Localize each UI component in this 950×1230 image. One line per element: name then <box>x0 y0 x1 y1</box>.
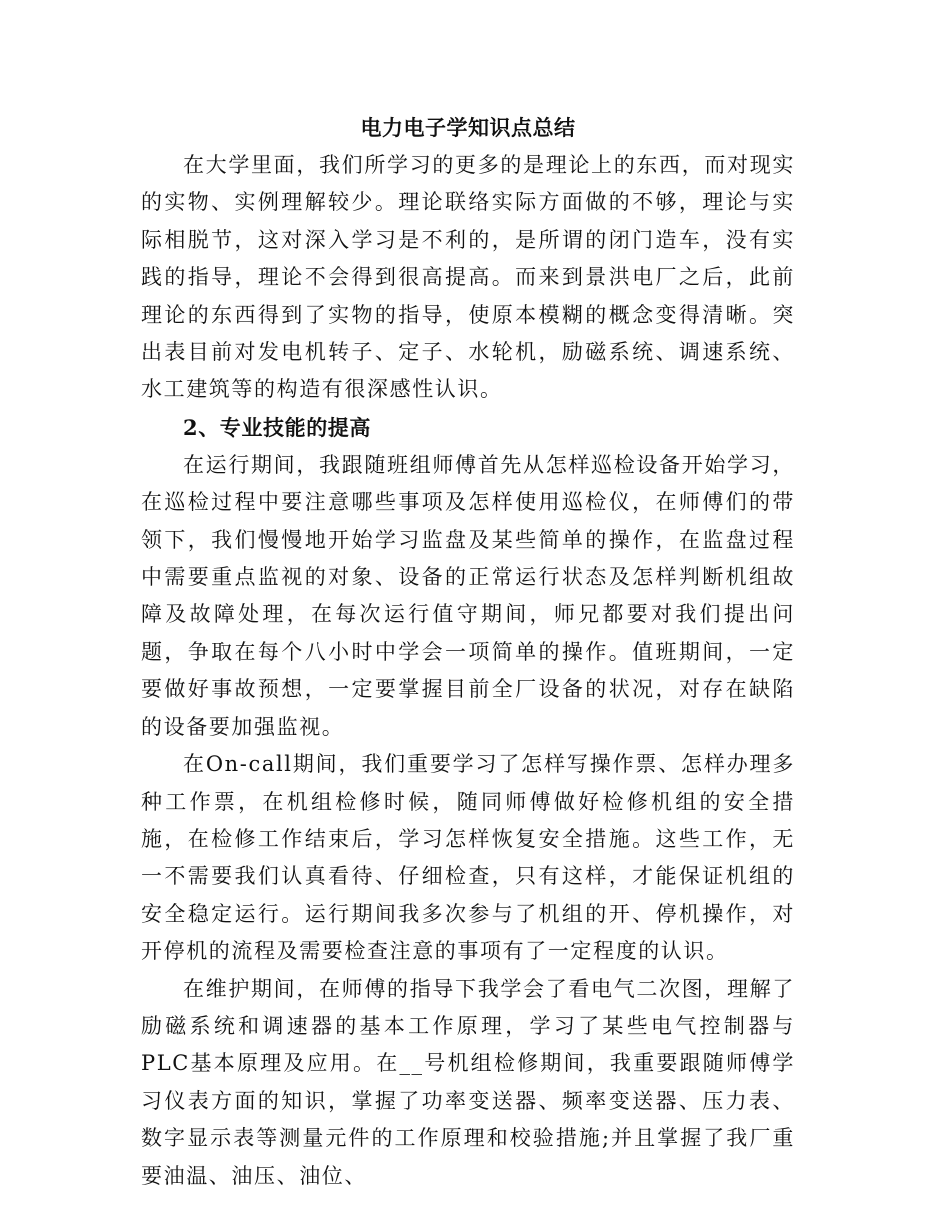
document-body <box>141 109 795 1195</box>
operation-paragraph: 在运行期间，我跟随班组师傅首先从怎样巡检设备开始学习，在巡检过程中要注意哪些事项及怎样使用巡检仪，在师傅们的带领下，我们慢慢地开始学习监盘及某些简单的操作，在监盘过程中需要重点监视的对象、设备的正常运行状态及怎样判断机组故障及故障处理，在每次运行值守期间，师兄都要对我们提出问题，争取在每个八小时中学会一项简单的操作。值班期间，一定要做好事故预想，一定要掌握目前全厂设备的状况，对存在缺陷的设备要加强监视。 <box>141 452 795 739</box>
section-heading: 2、专业技能的提高 <box>183 414 372 440</box>
on-call-paragraph: 在On-call期间，我们重要学习了怎样写操作票、怎样办理多种工作票，在机组检修时候，随同师傅做好检修机组的安全措施，在检修工作结束后，学习怎样恢复安全措施。这些工作，无一不需要我们认真看待、仔细检查，只有这样，才能保证机组的安全稳定运行。运行期间我多次参与了机组的开、停机操作，对开停机的流程及需要检查注意的事项有了一定程度的认识。 <box>141 752 795 964</box>
intro-paragraph: 在大学里面，我们所学习的更多的是理论上的东西，而对现实的实物、实例理解较少。理论联络实际方面做的不够，理论与实际相脱节，这对深入学习是不利的，是所谓的闭门造车，没有实践的指导，理论不会得到很高提高。而来到景洪电厂之后，此前理论的东西得到了实物的指导，使原本模糊的概念变得清晰。突出表目前对发电机转子、定子、水轮机，励磁系统、调速系统、水工建筑等的构造有很深感性认识。 <box>141 153 795 402</box>
document-title: 电力电子学知识点总结 <box>360 115 576 140</box>
maintenance-paragraph: 在维护期间，在师傅的指导下我学会了看电气二次图，理解了励磁系统和调速器的基本工作原理，学习了某些电气控制器与PLC基本原理及应用。在__号机组检修期间，我重要跟随师傅学习仪表方面的知识，掌握了功率变送器、频率变送器、压力表、数字显示表等测量元件的工作原理和校验措施;并且掌握了我厂重要油温、油压、油位、 <box>141 976 795 1188</box>
